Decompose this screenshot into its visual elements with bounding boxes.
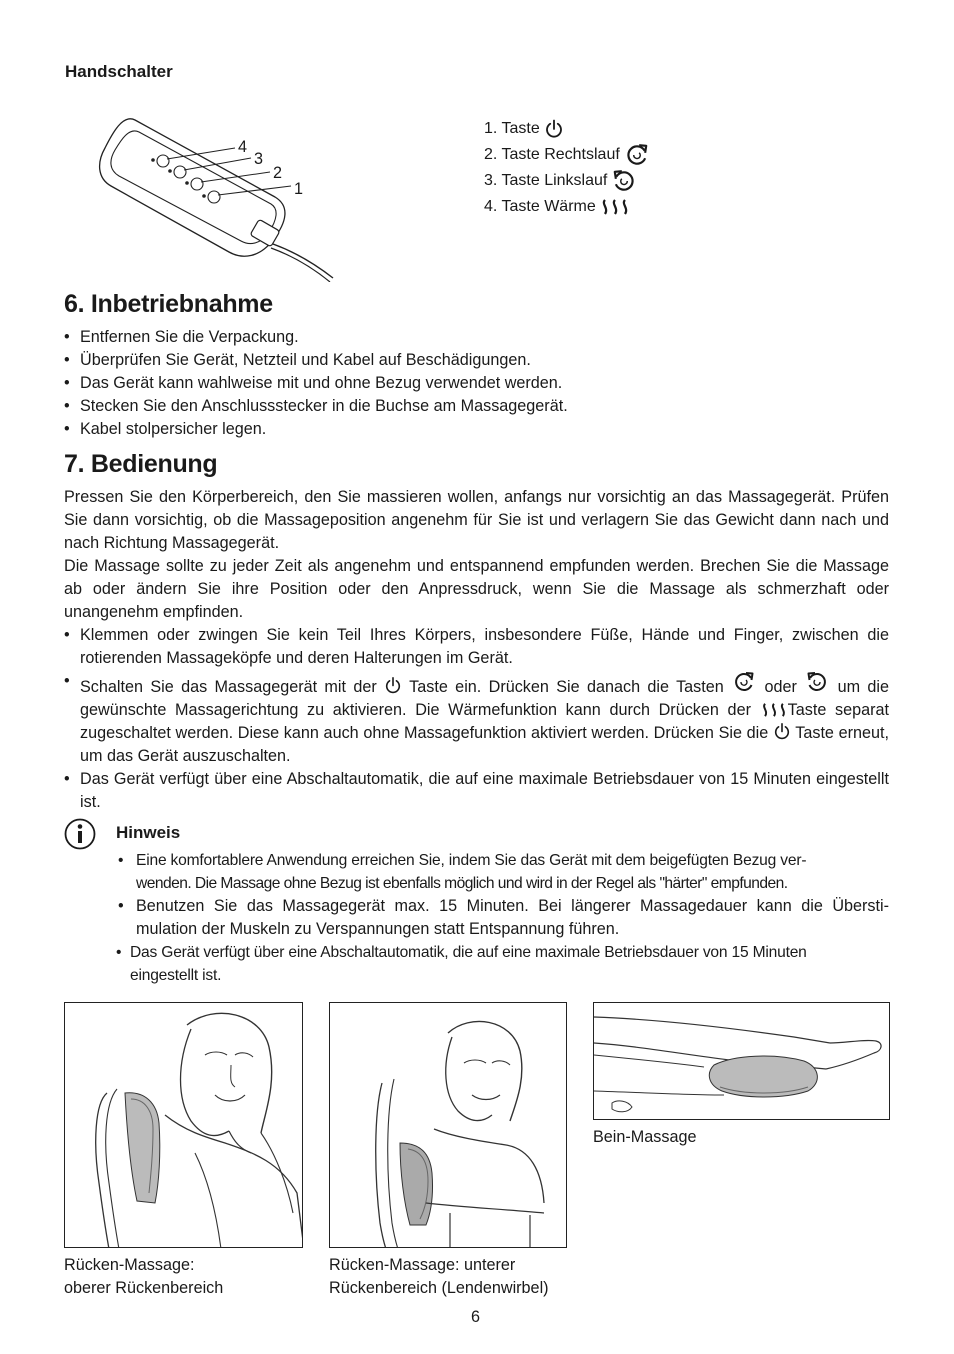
info-icon [64, 818, 96, 850]
list-item: • Überprüfen Sie Gerät, Netzteil und Kabel auf Beschädigungen. [64, 349, 894, 372]
figure-3-caption: Bein-Massage [593, 1128, 697, 1146]
key-item-clockwise: 2. Taste Rechtslauf [484, 142, 650, 168]
rotate-clockwise-icon [731, 670, 757, 694]
section-7-heading: 7. Bedienung [64, 450, 218, 478]
figure-lower-back-massage [329, 1002, 567, 1248]
list-item: • Kabel stolpersicher legen. [64, 418, 894, 441]
figure-upper-back-massage [64, 1002, 303, 1248]
list-item: • Entfernen Sie die Verpackung. [64, 326, 894, 349]
figure-1-caption: Rücken-Massage: oberer Rückenbereich [64, 1256, 224, 1297]
hand-remote-illustration [95, 112, 345, 282]
power-icon [773, 722, 791, 741]
list-item: • Stecken Sie den Anschlussstecker in die Buchse am Massagegerät. [64, 395, 894, 418]
section-6-list [64, 326, 894, 441]
hinweis-body [116, 849, 889, 987]
paragraph: Pressen Sie den Körperbereich, den Sie massieren wollen, anfangs nur vorsichtig an das Massagegerät. Prüfen Sie dann vorsichtig, ob die Massageposition angenehm für Sie ist und verlagern Sie das Gewicht dann nach und nach Richtung Massagegerät. [64, 488, 889, 552]
key-item-heat: 4. Taste Wärme [484, 194, 650, 220]
section-7-list [64, 624, 889, 814]
hinweis-list [116, 849, 889, 941]
callout-3: 3 [254, 150, 264, 168]
hinweis-title: Hinweis [116, 823, 181, 842]
handschalter-title: Handschalter [65, 62, 173, 81]
rotate-clockwise-icon [624, 142, 650, 168]
key-item-counterclockwise: 3. Taste Linkslauf [484, 168, 650, 194]
list-item: • Klemmen oder zwingen Sie kein Teil Ihres Körpers, insbesondere Füße, Hände und Finger, zwischen die rotierenden Massageköpfe und deren Halterungen im Gerät. [64, 624, 889, 670]
callout-2: 2 [273, 164, 283, 182]
key-item-power: 1. Taste [484, 116, 650, 142]
list-item: • Benutzen Sie das Massagegerät max. 15 Minuten. Bei längerer Massagedauer kann die Übersti- mulation der Muskeln zu Verspannungen statt Entspannung führen. [116, 895, 889, 941]
power-icon [544, 118, 564, 140]
list-item: • Schalten Sie das Massagegerät mit der Taste ein. Drücken Sie danach die Tasten oder um die gewünschte Massagerichtung zu aktivieren. Die Wärmefunktion kann durch Drücken der Taste separat zugeschaltet werden. Diese kann auch ohne Massagefunktion aktiviert werden. Drücken Sie die Taste erneut, um das Gerät auszuschalten. [64, 670, 889, 768]
upper-back-massage-illustration [65, 1003, 303, 1248]
leg-massage-illustration [594, 1003, 890, 1120]
section-7-body [64, 486, 889, 814]
lower-back-massage-illustration [330, 1003, 567, 1248]
figure-2-caption: Rücken-Massage: unterer Rückenbereich (Lendenwirbel) [329, 1256, 549, 1297]
list-item: • Das Gerät verfügt über eine Abschaltautomatik, die auf eine maximale Betriebsdauer von 15 Minuten eingestellt ist. [64, 768, 889, 814]
rotate-counterclockwise-icon [611, 168, 637, 194]
callout-4: 4 [238, 138, 248, 156]
section-6-heading: 6. Inbetriebnahme [64, 290, 273, 318]
heat-waves-icon [600, 198, 630, 216]
paragraph: Die Massage sollte zu jeder Zeit als angenehm und entspannend empfunden werden. Brechen Sie die Massage ab oder ändern Sie ihre Position oder den Anpressdruck, wenn Sie die Massage als schmerzhaft oder unangenehm empfinden. [64, 557, 889, 621]
key-legend [484, 116, 650, 220]
list-item: • Eine komfortablere Anwendung erreichen Sie, indem Sie das Gerät mit dem beigefügten Bezug ver- wenden. Die Massage ohne Bezug ist ebenfalls möglich und wird in der Regel als "härter" empfunden. [116, 849, 889, 895]
page-number: 6 [471, 1308, 481, 1326]
figure-leg-massage [593, 1002, 890, 1120]
callout-1: 1 [294, 180, 304, 198]
rotate-counterclockwise-icon [804, 670, 830, 694]
heat-waves-icon [760, 702, 788, 718]
list-item: • Das Gerät verfügt über eine Abschaltautomatik, die auf eine maximale Betriebsdauer von 15 Minuten eingestellt ist. [116, 944, 807, 984]
power-icon [384, 676, 402, 695]
list-item: • Das Gerät kann wahlweise mit und ohne Bezug verwendet werden. [64, 372, 894, 395]
